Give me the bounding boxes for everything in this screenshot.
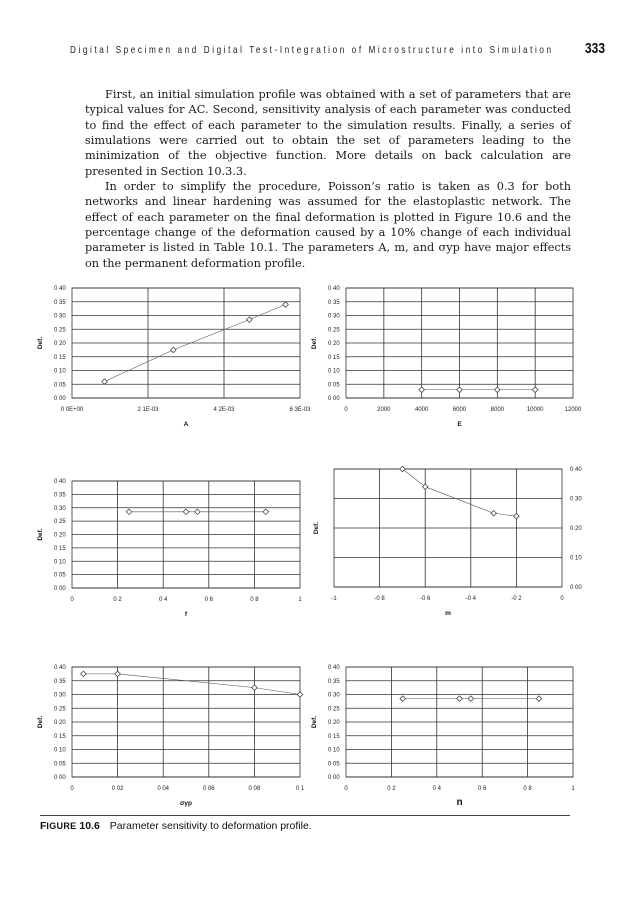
y-tick-label: 0 00: [54, 775, 66, 781]
x-tick-label: -0 6: [420, 596, 431, 602]
y-tick-label: 0 20: [54, 532, 66, 539]
data-point: [263, 509, 269, 515]
data-point: [532, 387, 538, 393]
data-point: [195, 509, 201, 515]
data-point: [102, 379, 108, 385]
y-tick-label: 0 30: [570, 496, 582, 503]
x-tick-label: -0 2: [511, 596, 522, 602]
x-tick-label: 0 02: [111, 786, 124, 792]
y-tick-label: 0 00: [570, 585, 582, 591]
x-tick-label: 0: [344, 407, 348, 413]
x-tick-label: 1: [298, 597, 302, 603]
chart-3-f: [37, 479, 302, 618]
y-tick-label: 0 10: [54, 747, 66, 754]
y-tick-label: 0 25: [328, 327, 340, 334]
y-tick-label: 0 25: [54, 519, 66, 526]
y-tick-label: 0 25: [54, 327, 66, 334]
y-tick-label: 0 00: [54, 586, 66, 592]
x-tick-label: 0 2: [387, 786, 396, 792]
x-axis-title: A: [183, 421, 189, 428]
x-tick-label: 0 06: [202, 786, 215, 792]
data-point: [419, 387, 425, 393]
data-point: [400, 466, 406, 472]
x-axis-title: f: [184, 611, 188, 618]
y-tick-label: 0 15: [328, 354, 340, 361]
data-point: [115, 671, 121, 677]
y-tick-label: 0 35: [54, 678, 66, 685]
x-tick-label: -0 4: [465, 596, 476, 602]
y-tick-label: 0 00: [54, 396, 66, 402]
x-axis-title: E: [457, 421, 462, 428]
x-tick-label: 2000: [377, 407, 391, 413]
x-tick-label: 4000: [414, 407, 429, 413]
caption-rule: [40, 815, 570, 816]
y-tick-label: 0 15: [54, 354, 66, 361]
y-axis-title: Def.: [37, 528, 44, 541]
y-tick-label: 0 35: [54, 299, 66, 306]
data-point: [283, 302, 289, 308]
data-point: [247, 317, 253, 323]
x-tick-label: 0 4: [159, 597, 168, 603]
y-tick-label: 0 10: [328, 368, 340, 375]
chart-1-a: [37, 286, 311, 428]
running-head: Digital Specimen and Digital Test-Integration of Microstructure into Simulation: [70, 44, 554, 56]
y-tick-label: 0 20: [54, 720, 66, 726]
x-axis-title: m: [445, 610, 451, 617]
data-point: [457, 387, 463, 393]
x-tick-label: 1: [571, 786, 575, 792]
data-point: [514, 513, 520, 519]
y-tick-label: 0 20: [570, 526, 582, 532]
x-tick-label: 0 08: [248, 786, 261, 792]
chart-6-n: [311, 665, 575, 808]
data-point: [183, 509, 189, 515]
data-point: [81, 671, 87, 677]
y-tick-label: 0 05: [328, 382, 340, 389]
y-tick-label: 0 10: [328, 747, 340, 754]
y-tick-label: 0 30: [328, 313, 340, 320]
x-tick-label: 4 2E-03: [213, 407, 235, 413]
y-tick-label: 0 10: [54, 368, 66, 375]
data-point: [297, 692, 303, 698]
y-tick-label: 0 30: [54, 313, 66, 320]
y-tick-label: 0 40: [328, 665, 340, 671]
x-tick-label: 8000: [490, 407, 505, 413]
data-point: [422, 484, 428, 490]
x-axis-title: n: [456, 797, 463, 808]
data-point: [491, 510, 497, 516]
y-tick-label: 0 05: [54, 761, 66, 768]
y-tick-label: 0 10: [570, 555, 582, 562]
x-tick-label: 2 1E-03: [137, 407, 159, 413]
figure-caption-text: Parameter sensitivity to deformation profile.: [109, 820, 312, 832]
x-tick-label: 6 3E-03: [289, 407, 311, 413]
y-tick-label: 0 15: [54, 545, 66, 552]
chart-4-m: [313, 466, 582, 617]
x-tick-label: 0 1: [295, 786, 305, 792]
y-tick-label: 0 20: [328, 720, 340, 726]
x-tick-label: 0 0E+00: [60, 407, 84, 413]
data-point: [126, 509, 132, 515]
y-tick-label: 0 30: [54, 505, 66, 512]
y-tick-label: 0 35: [328, 678, 340, 685]
page-number: 333: [585, 40, 606, 57]
y-tick-label: 0 05: [54, 572, 66, 579]
y-tick-label: 0 05: [328, 761, 340, 768]
y-tick-label: 0 25: [54, 706, 66, 713]
y-tick-label: 0 15: [328, 733, 340, 740]
x-tick-label: 0 8: [250, 597, 259, 603]
x-tick-label: 0 6: [478, 786, 487, 792]
data-point: [468, 696, 474, 702]
x-tick-label: 12000: [564, 407, 582, 413]
y-axis-title: Def.: [311, 336, 318, 350]
y-tick-label: 0 40: [54, 286, 66, 292]
x-tick-label: 0 6: [204, 597, 213, 603]
data-point: [495, 387, 501, 393]
y-tick-label: 0 40: [328, 286, 340, 292]
y-axis-title: Def.: [37, 715, 44, 729]
x-tick-label: 0: [70, 597, 74, 603]
data-point: [536, 696, 542, 702]
y-tick-label: 0 15: [54, 733, 66, 740]
data-point: [252, 685, 258, 691]
series-line: [402, 469, 516, 516]
y-tick-label: 0 10: [54, 559, 66, 566]
x-tick-label: -1: [331, 596, 337, 602]
figure-caption: [40, 820, 312, 832]
x-tick-label: 0 4: [432, 786, 441, 792]
y-tick-label: 0 35: [54, 492, 66, 499]
data-point: [457, 696, 463, 702]
y-tick-label: 0 30: [54, 692, 66, 699]
y-tick-label: 0 00: [328, 396, 340, 402]
y-tick-label: 0 25: [328, 706, 340, 713]
x-tick-label: 0: [344, 786, 348, 792]
y-tick-label: 0 20: [328, 341, 340, 347]
y-axis-title: Def.: [313, 521, 320, 535]
y-tick-label: 0 20: [54, 341, 66, 347]
y-axis-title: Def.: [37, 336, 44, 350]
y-tick-label: 0 40: [54, 479, 66, 485]
figure-label: FIGURE 10.6: [40, 820, 100, 832]
x-tick-label: -0 8: [374, 596, 385, 602]
x-tick-label: 0: [70, 786, 74, 792]
y-tick-label: 0 05: [54, 382, 66, 389]
y-tick-label: 0 40: [54, 665, 66, 671]
y-axis-title: Def.: [311, 715, 318, 729]
y-tick-label: 0 00: [328, 775, 340, 781]
y-tick-label: 0 35: [328, 299, 340, 306]
data-point: [171, 347, 177, 353]
x-tick-label: 0: [560, 596, 564, 602]
x-axis-title: σyp: [179, 800, 193, 807]
y-tick-label: 0 30: [328, 692, 340, 699]
data-point: [400, 696, 406, 702]
chart-5-yp: [37, 665, 305, 807]
x-tick-label: 0 04: [157, 786, 170, 792]
chart-2-e: [311, 286, 582, 428]
paragraph-2: In order to simplify the procedure, Poisson’s ratio is taken as 0.3 for both networks and linear hardening was assumed for the elastoplastic network. The effect of each parameter on the final deformation is plotted in Figure 10.6 and the percentage change of the deformation caused by a 10% change of each individual parameter is listed in Table 10.1. The parameters A, m, and σyp have major effects on the permanent deformation profile.: [85, 180, 571, 270]
x-tick-label: 0 8: [523, 786, 532, 792]
series-line: [83, 674, 300, 695]
paragraph-1: First, an initial simulation profile was obtained with a set of parameters that are typical values for AC. Second, sensitivity analysis of each parameter was conducted to find the effect of each parameter to the simulation results. Finally, a series of simulations were carried out to obtain the set of parameters leading to the minimization of the objective function. More details on back calculation are presented in Section 10.3.3.: [85, 88, 571, 178]
x-tick-label: 6000: [452, 407, 467, 413]
y-tick-label: 0 40: [570, 467, 582, 473]
x-tick-label: 0 2: [113, 597, 122, 603]
x-tick-label: 10000: [526, 407, 544, 413]
